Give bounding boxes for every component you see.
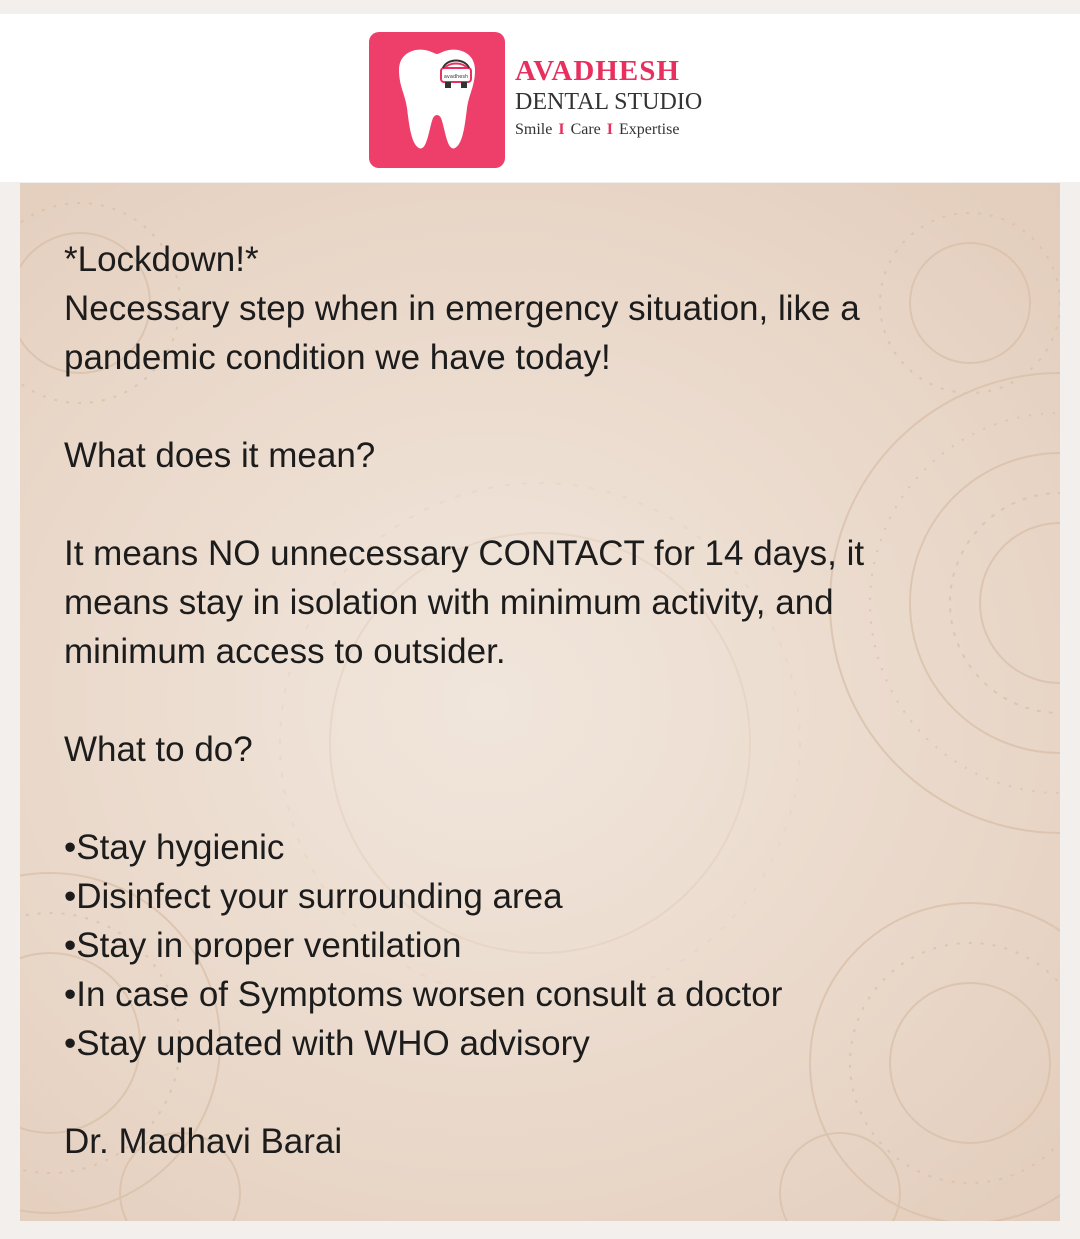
tagline-care: Care bbox=[570, 121, 601, 138]
tip-item: •Stay in proper ventilation bbox=[64, 926, 462, 965]
tagline-smile: Smile bbox=[515, 121, 553, 138]
brand-name: AVADHESH bbox=[515, 55, 680, 87]
post-title: *Lockdown!* bbox=[64, 240, 259, 279]
tip-item: •Stay updated with WHO advisory bbox=[64, 1024, 590, 1063]
tooth-logo-icon bbox=[369, 32, 505, 168]
meaning-line: minimum access to outsider. bbox=[64, 632, 506, 671]
tagline-separator: I bbox=[606, 121, 614, 138]
meaning-line: It means NO unnecessary CONTACT for 14 days, it bbox=[64, 534, 865, 573]
message-text bbox=[64, 235, 1024, 1166]
meaning-line: means stay in isolation with minimum activity, and bbox=[64, 583, 834, 622]
brand-subtitle: DENTAL STUDIO bbox=[515, 89, 703, 115]
brand-header bbox=[0, 14, 1080, 182]
intro-line: Necessary step when in emergency situation, like a bbox=[64, 289, 860, 328]
logo-wordmark: avadhesh bbox=[443, 74, 469, 80]
tip-item: •Disinfect your surrounding area bbox=[64, 877, 563, 916]
tagline-expertise: Expertise bbox=[619, 121, 680, 138]
tip-item: •In case of Symptoms worsen consult a doctor bbox=[64, 975, 783, 1014]
bottom-divider bbox=[0, 1227, 1080, 1239]
signature: Dr. Madhavi Barai bbox=[64, 1122, 343, 1161]
tagline-separator: I bbox=[558, 121, 565, 138]
question-heading: What does it mean? bbox=[64, 436, 376, 475]
brand-text bbox=[515, 54, 702, 144]
intro-line: pandemic condition we have today! bbox=[64, 338, 611, 377]
message-card bbox=[20, 183, 1060, 1221]
question-heading: What to do? bbox=[64, 730, 253, 769]
brand-tagline bbox=[515, 116, 702, 144]
tip-item: •Stay hygienic bbox=[64, 828, 285, 867]
